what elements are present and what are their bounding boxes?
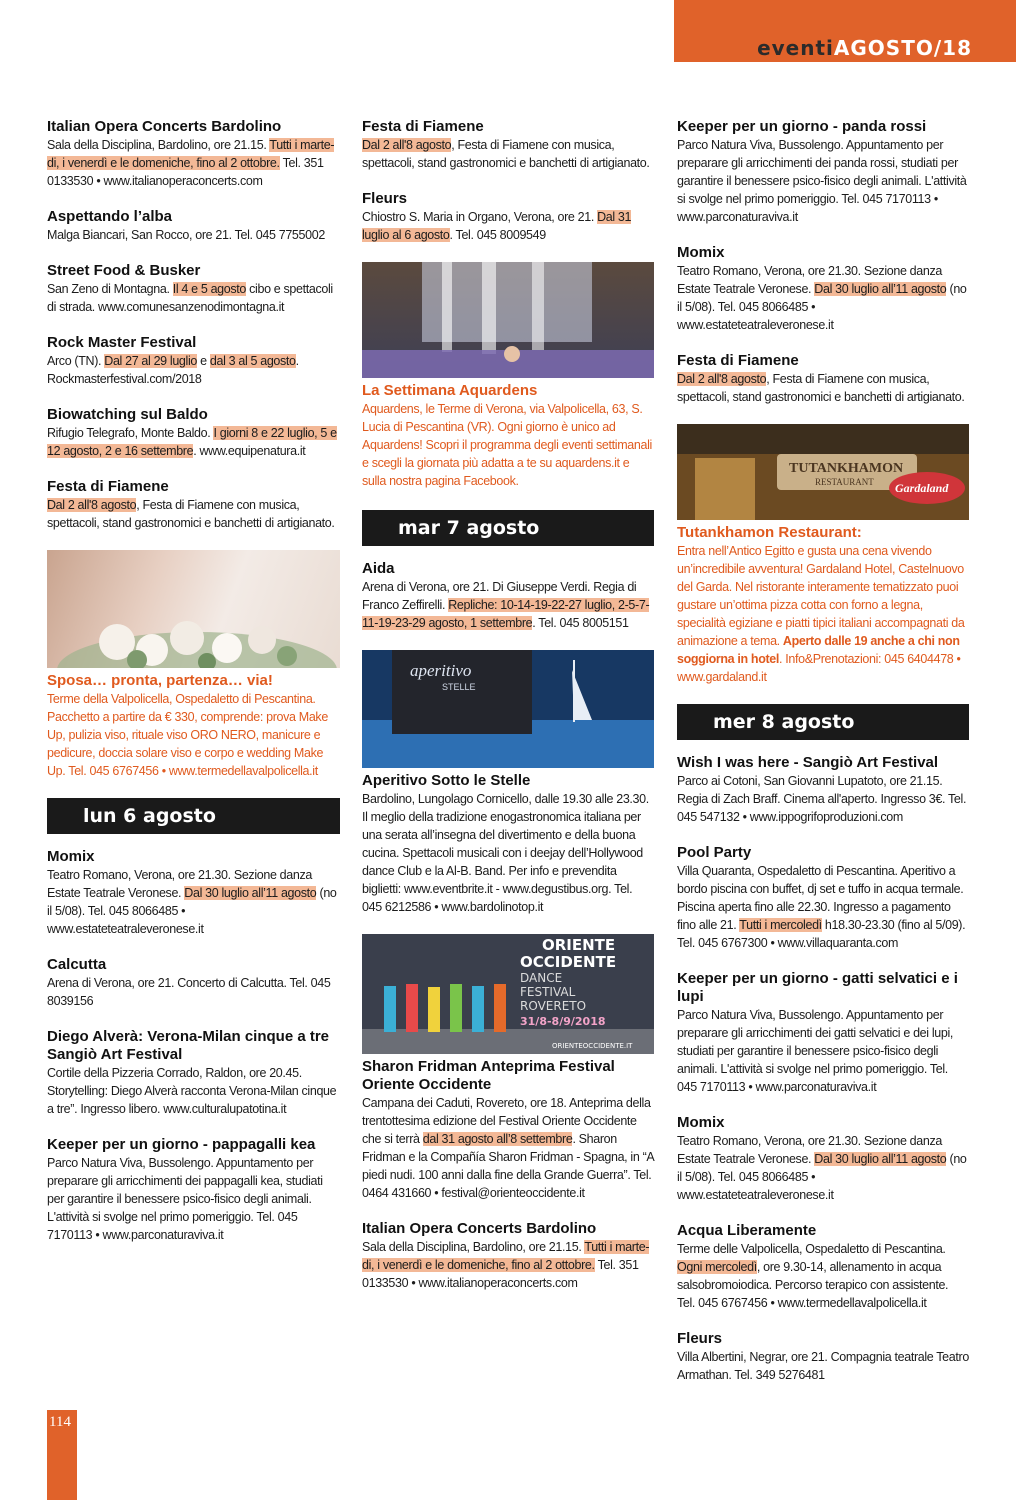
- date-highlight: dal 3 al 5 agosto: [209, 354, 296, 368]
- aperitivo-illustration: [362, 650, 654, 768]
- column-1: [47, 118, 340, 1262]
- date-highlight: Dal 30 luglio all’11 agosto: [184, 886, 317, 900]
- promo-text: Aquardens, le Terme di Verona, via Valpolicella, 63, S. Lucia di Pescantina (VR). Ogni giorno è unico ad Aquardens! Scopri il programma degli eventi settimanali e scegli la giornata più adatta a te su aquardens.it e sulla nostra pagina Facebook.: [362, 402, 652, 488]
- event-item: [47, 478, 340, 532]
- event-title: Rock Master Festival: [47, 334, 197, 351]
- restaurant-illustration: [677, 424, 969, 520]
- poster-line-3: DANCE: [520, 971, 563, 985]
- event-item: [47, 208, 340, 244]
- event-item: [677, 118, 969, 226]
- event-title: Wish I was here - Sangiò Art Festival: [677, 754, 939, 771]
- promo-title: Sposa… pronta, partenza… via!: [47, 672, 273, 689]
- date-highlight: Dal 31 luglio al 6 agosto: [362, 210, 632, 242]
- event-title: Festa di Fiamene: [362, 118, 484, 135]
- date-highlight: I giorni 8 e 22 luglio, 5 e 12 agosto, 2 e 16 settembre: [47, 426, 337, 458]
- date-highlight: Dal 30 luglio all’11 agosto: [814, 282, 947, 296]
- event-title: Pool Party: [677, 844, 752, 861]
- event-text: Teatro Romano, Verona, ore 21.30. Sezione danza Estate Teatrale Veronese. Dal 30 luglio all’11 agosto (no il 5/08). Tel. 045 8066485 • www.estateteatraleveronese.it: [677, 264, 967, 332]
- date-highlight: Dal 2 all'8 agosto: [677, 372, 767, 386]
- waterfall-illustration: [362, 262, 654, 378]
- page-number: 114: [47, 1410, 77, 1500]
- event-title: Festa di Fiamene: [47, 478, 169, 495]
- event-title: Aida: [362, 560, 395, 577]
- event-item: [677, 1330, 969, 1384]
- event-text: Arco (TN). Dal 27 al 29 luglio e dal 3 al 5 agosto. Rockmasterfestival.com/2018: [47, 354, 299, 386]
- event-text: Villa Albertini, Negrar, ore 21. Compagnia teatrale Teatro Armathan. Tel. 349 5276481: [677, 1350, 969, 1382]
- event-title: Italian Opera Concerts Bardolino: [362, 1220, 597, 1237]
- dance-festival-poster: [362, 934, 654, 1054]
- date-highlight: Repliche: 10-14-19-22-27 luglio, 2-5-7-11-19-23-29 agosto, 1 settembre: [362, 598, 650, 630]
- event-item: [362, 118, 654, 172]
- sign-restaurant: RESTAURANT: [815, 477, 874, 487]
- column-3: [677, 118, 969, 1402]
- event-title: Sharon Fridman Anteprima Festival Oriente Occidente: [362, 1058, 615, 1093]
- event-text: San Zeno di Montagna. Il 4 e 5 agosto cibo e spettacoli di strada. www.comunesanzenodimontagna.it: [47, 282, 333, 314]
- poster-url: ORIENTEOCCIDENTE.IT: [552, 1042, 633, 1050]
- event-item: [47, 262, 340, 316]
- event-item: [677, 244, 969, 334]
- bouquet-illustration: [47, 550, 340, 668]
- event-text: Parco ai Cotoni, San Giovanni Lupatoto, ore 21.15. Regia di Zach Braff. Cinema all'aperto. Ingresso 3€. Tel. 045 547132 • www.ippogrifoproduzioni.com: [677, 774, 967, 824]
- header-title: eventiAGOSTO/18: [757, 36, 972, 60]
- date-highlight: Tutti i marte-di, i venerdì e le domeniche, fino al 2 ottobre.: [362, 1240, 650, 1272]
- event-item: [677, 352, 969, 406]
- event-text: Teatro Romano, Verona, ore 21.30. Sezione danza Estate Teatrale Veronese. Dal 30 luglio all’11 agosto (no il 5/08). Tel. 045 8066485 • www.estateteatraleveronese.it: [677, 1134, 967, 1202]
- event-item: [47, 1028, 340, 1118]
- event-text: Arena di Verona, ore 21. Concerto di Calcutta. Tel. 045 8039156: [47, 976, 331, 1008]
- event-text: Villa Quaranta, Ospedaletto di Pescantina. Aperitivo a bordo piscina con buffet, dj set e tuffo in acqua termale. Piscina aperta fino alle 22.30. Ingresso a pagamento fino alle 21. Tutti i mercoledì h18.30-23.30 (fino al 5/09). Tel. 045 6767300 • www.villaquaranta.com: [677, 864, 966, 950]
- promo-title: La Settimana Aquardens: [362, 382, 538, 399]
- event-text: Sala della Disciplina, Bardolino, ore 21.15. Tutti i marte-di, i venerdì e le domeniche, fino al 2 ottobre. Tel. 351 0133530 • www.italianoperaconcerts.com: [362, 1240, 650, 1290]
- event-item: [362, 190, 654, 244]
- promo-item: [362, 382, 654, 490]
- date-highlight: dal 31 agosto all’8 settembre: [422, 1132, 573, 1146]
- event-item: [677, 754, 969, 826]
- event-text: Parco Natura Viva, Bussolengo. Appuntamento per preparare gli arricchimenti dei pappagalli kea, studiati per garantire il benessere psico-fisico degli animali. L'attività si svolge nel primo pomeriggio. Tel. 045 7170113 • www.parconaturaviva.it: [47, 1156, 323, 1242]
- event-title: Fleurs: [677, 1330, 723, 1347]
- event-title: Aperitivo Sotto le Stelle: [362, 772, 531, 789]
- event-text: Arena di Verona, ore 21. Di Giuseppe Verdi. Regia di Franco Zeffirelli. Repliche: 10-14-19-22-27 luglio, 2-5-7-11-19-23-29 agosto, 1 settembre. Tel. 045 8005151: [362, 580, 650, 630]
- event-title: Festa di Fiamene: [677, 352, 799, 369]
- event-item: [677, 844, 969, 952]
- event-title: Momix: [47, 848, 95, 865]
- column-2: [362, 118, 654, 1310]
- event-title: Momix: [677, 244, 725, 261]
- day-header: lun 6 agosto: [47, 798, 340, 834]
- event-title: Aspettando l’alba: [47, 208, 173, 225]
- tutankhamon-restaurant-photo: [677, 424, 969, 520]
- event-title: Momix: [677, 1114, 725, 1131]
- event-text: Dal 2 all'8 agosto, Festa di Fiamene con musica, spettacoli, stand gastronomici e banchetti di artigianato.: [47, 498, 335, 530]
- date-highlight: Dal 30 luglio all’11 agosto: [814, 1152, 947, 1166]
- event-text: Malga Biancari, San Rocco, ore 21. Tel. 045 7755002: [47, 228, 325, 242]
- event-item: [47, 334, 340, 388]
- poster-title-2: OCCIDENTE: [520, 953, 617, 971]
- event-title: Street Food & Busker: [47, 262, 201, 279]
- date-highlight: Il 4 e 5 agosto: [172, 282, 247, 296]
- date-highlight: Tutti i marte-di, i venerdì e le domeniche, fino al 2 ottobre.: [47, 138, 335, 170]
- promo-text: Terme della Valpolicella, Ospedaletto di Pescantina. Pacchetto a partire da € 330, comprende: prova Make Up, pulizia viso, rituale viso ORO NERO, manicure e pedicure, doccia solare viso e corpo e wedding Make Up. Tel. 045 6767456 • www.termedellavalpolicella.it: [47, 692, 328, 778]
- promo-item: [47, 672, 340, 780]
- event-text: Teatro Romano, Verona, ore 21.30. Sezione danza Estate Teatrale Veronese. Dal 30 luglio all’11 agosto (no il 5/08). Tel. 045 8066485 • www.estateteatraleveronese.it: [47, 868, 337, 936]
- event-text: Cortile della Pizzeria Corrado, Raldon, ore 20.45. Storytelling: Diego Alverà racconta Verona-Milan cinque a tre”. Ingresso libero. www.culturalupatotina.it: [47, 1066, 337, 1116]
- event-title: Biowatching sul Baldo: [47, 406, 208, 423]
- bride-bouquet-photo: [47, 550, 340, 668]
- header-banner: [674, 0, 1016, 62]
- waterfall-pool-photo: [362, 262, 654, 378]
- event-item: [47, 956, 340, 1010]
- poster-dates: 31/8-8/9/2018: [520, 1015, 606, 1028]
- event-title: Calcutta: [47, 956, 107, 973]
- event-item: [362, 560, 654, 632]
- event-item: [677, 1114, 969, 1204]
- event-title: Keeper per un giorno - panda rossi: [677, 118, 927, 135]
- aperitivo-sign-text: aperitivo: [410, 661, 472, 680]
- event-text: Parco Natura Viva, Bussolengo. Appuntamento per preparare gli arricchimenti dei gatti selvatici e dei lupi, studiati per garantire il benessere psico-fisico degli animali. L'attività si svolge nel primo pomeriggio. Tel. 045 7170113 • www.parconaturaviva.it: [677, 1008, 954, 1094]
- date-highlight: Dal 2 all'8 agosto: [362, 138, 452, 152]
- date-highlight: Dal 2 all'8 agosto: [47, 498, 137, 512]
- event-title: Keeper per un giorno - pappagalli kea: [47, 1136, 316, 1153]
- aperitivo-photo: [362, 650, 654, 768]
- event-text: Bardolino, Lungolago Cornicello, dalle 19.30 alle 23.30. Il meglio della tradizione enogastronomica italiana per una serata all’insegna del divertimento e della buona cucina. Spettacoli musicali con i deejay dell’Hollywood dance Club e la Al-B. Band. Per info e prevendita biglietti: www.eventbrite.it - www.degustibus.org. Tel. 045 6212586 • www.bardolinotop.it: [362, 792, 649, 914]
- day-header: mar 7 agosto: [362, 510, 654, 546]
- event-item: [362, 1058, 654, 1202]
- event-title: Diego Alverà: Verona-Milan cinque a tre Sangiò Art Festival: [47, 1028, 330, 1063]
- event-title: Keeper per un giorno - gatti selvatici e i lupi: [677, 970, 958, 1005]
- promo-item: [677, 524, 969, 686]
- date-highlight: Ogni mercoledì: [677, 1260, 757, 1274]
- gardaland-logo: Gardaland: [895, 481, 949, 495]
- date-highlight: Dal 27 al 29 luglio: [104, 354, 197, 368]
- event-text: Campana dei Caduti, Rovereto, ore 18. Anteprima della trentottesima edizione del Festival Oriente Occidente che si terrà dal 31 agosto all’8 settembre. Sharon Fridman e la Compañía Sharon Fridman - Spagna, in “A piedi nudi. 100 anni dalla fine della Grande Guerra”. Tel. 0464 431660 • festival@orienteoccidente.it: [362, 1096, 654, 1200]
- poster-line-4: FESTIVAL: [520, 985, 576, 999]
- event-item: [47, 1136, 340, 1244]
- stelle-sign-text: STELLE: [442, 682, 476, 692]
- event-text: Parco Natura Viva, Bussolengo. Appuntamento per preparare gli arricchimenti dei panda rossi, studiati per garantire il benessere psico-fisico degli animali. L'attività si svolge nel primo pomeriggio. Tel. 045 7170113 • www.parconaturaviva.it: [677, 138, 967, 224]
- event-text: Sala della Disciplina, Bardolino, ore 21.15. Tutti i marte-di, i venerdì e le domeniche, fino al 2 ottobre. Tel. 351 0133530 • www.italianoperaconcerts.com: [47, 138, 335, 188]
- event-item: [362, 1220, 654, 1292]
- dance-festival-photo: [362, 934, 654, 1054]
- event-title: Italian Opera Concerts Bardolino: [47, 118, 282, 135]
- promo-title: Tutankhamon Restaurant:: [677, 524, 862, 541]
- poster-title-1: ORIENTE: [542, 936, 616, 954]
- event-item: [677, 1222, 969, 1312]
- event-item: [47, 118, 340, 190]
- event-item: [677, 970, 969, 1096]
- event-title: Acqua Liberamente: [677, 1222, 817, 1239]
- event-text: Chiostro S. Maria in Organo, Verona, ore 21. Dal 31 luglio al 6 agosto. Tel. 045 8009549: [362, 210, 632, 242]
- event-text: Dal 2 all'8 agosto, Festa di Fiamene con musica, spettacoli, stand gastronomici e banchetti di artigianato.: [677, 372, 965, 404]
- event-item: [362, 772, 654, 916]
- event-item: [47, 848, 340, 938]
- event-text: Dal 2 all'8 agosto, Festa di Fiamene con musica, spettacoli, stand gastronomici e banchetti di artigianato.: [362, 138, 650, 170]
- event-text: Rifugio Telegrafo, Monte Baldo. I giorni 8 e 22 luglio, 5 e 12 agosto, 2 e 16 settembre. www.equipenatura.it: [47, 426, 337, 458]
- event-title: Fleurs: [362, 190, 408, 207]
- date-highlight: Tutti i mercoledì: [739, 918, 822, 932]
- event-item: [47, 406, 340, 460]
- promo-text: Entra nell’Antico Egitto e gusta una cena vivendo un’incredibile avventura! Gardaland Hotel, Castelnuovo del Garda. Nel ristorante interamente tematizzato puoi gustare un’ottima pizza cotta con forno a legna, specialità egiziane e piatti tipici italiani accompagnati da animazione a tema. Aperto dalle 19 anche a chi non soggiorna in hotel. Info&Prenotazioni: 045 6404478 • www.gardaland.it: [677, 544, 965, 684]
- sign-tutankhamon: TUTANKHAMON: [789, 461, 904, 476]
- day-header: mer 8 agosto: [677, 704, 969, 740]
- poster-line-5: ROVERETO: [520, 999, 587, 1013]
- event-text: Terme delle Valpolicella, Ospedaletto di Pescantina. Ogni mercoledì, ore 9.30-14, allenamento in acqua salsobromoiodica. Percorso terapico con assistente. Tel. 045 6767456 • www.termedellavalpolicella.it: [677, 1242, 949, 1310]
